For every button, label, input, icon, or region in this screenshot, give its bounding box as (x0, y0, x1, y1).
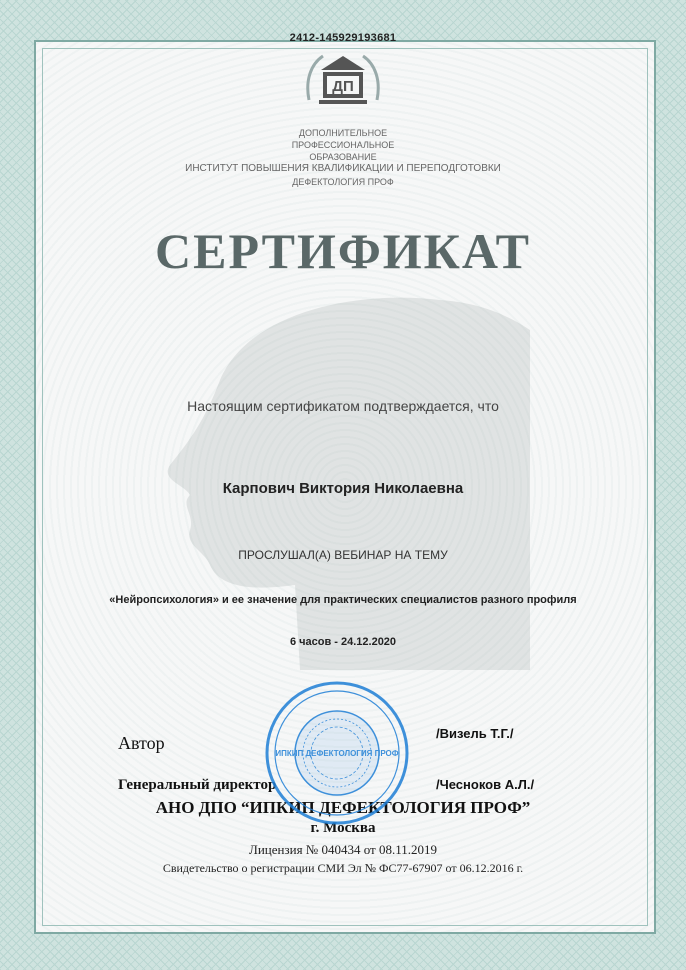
city: г. Москва (310, 820, 376, 836)
institution-line-3: ОБРАЗОВАНИЕ (309, 152, 377, 162)
license-info: Лицензия № 040434 от 08.11.2019 (249, 842, 437, 857)
media-registration-info: Свидетельство о регистрации СМИ Эл № ФС77-67907 от 06.12.2016 г. (162, 861, 524, 875)
certificate-title: СЕРТИФИКАТ (154, 223, 531, 279)
stamp-center-text: ИПКИП ДЕФЕКТОЛОГИЯ ПРОФ (275, 749, 399, 758)
organization-stamp (262, 678, 412, 828)
confirmation-text: Настоящим сертификатом подтверждается, что (187, 398, 499, 414)
institution-line-5: ДЕФЕКТОЛОГИЯ ПРОФ (292, 177, 394, 187)
organization-name: АНО ДПО “ИПКИП ДЕФЕКТОЛОГИЯ ПРОФ” (155, 798, 531, 817)
logo-text: ДП (332, 78, 354, 95)
author-label: Автор (118, 733, 165, 753)
serial-number: 2412-145929193681 (289, 32, 397, 44)
institution-line-2: ПРОФЕССИОНАЛЬНОЕ (291, 140, 395, 150)
author-signature-name: /Визель Т.Г./ (436, 726, 514, 741)
institution-line-4: ИНСТИТУТ ПОВЫШЕНИЯ КВАЛИФИКАЦИИ И ПЕРЕПОДГОТОВКИ (185, 163, 501, 174)
webinar-topic: «Нейропсихология» и ее значение для практических специалистов разного профиля (109, 594, 577, 606)
director-signature-name: /Чесноков А.Л./ (436, 777, 535, 792)
listened-webinar-text: ПРОСЛУШАЛ(А) ВЕБИНАР НА ТЕМУ (238, 548, 448, 562)
director-label: Генеральный директор (118, 777, 277, 793)
recipient-name: Карпович Виктория Николаевна (222, 480, 464, 497)
institute-logo (305, 50, 381, 114)
institution-line-1: ДОПОЛНИТЕЛЬНОЕ (298, 128, 388, 138)
hours-and-date: 6 часов - 24.12.2020 (289, 636, 397, 648)
